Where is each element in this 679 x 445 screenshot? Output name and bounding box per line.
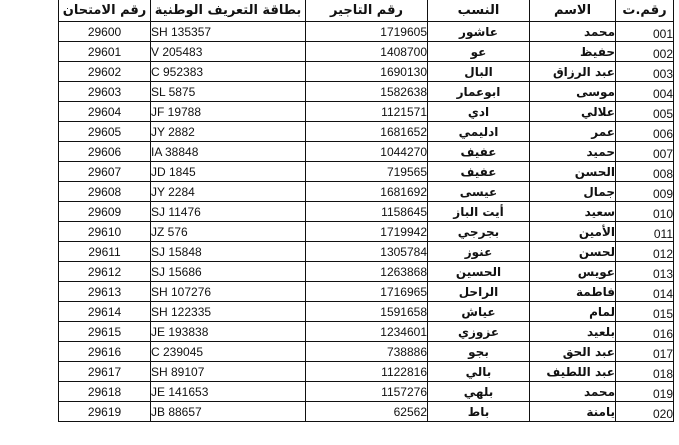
first-name-cell: عبد اللطيف bbox=[530, 362, 616, 382]
table-row bbox=[59, 302, 674, 322]
exam-number-cell: 29614 bbox=[59, 302, 151, 322]
trader-number-cell: 1157276 bbox=[306, 382, 428, 402]
family-name-cell: ادليمي bbox=[428, 122, 530, 142]
exam-number-cell: 29619 bbox=[59, 402, 151, 422]
order-number-cell: 007 bbox=[616, 142, 674, 162]
national-id-cell: SH 135357 bbox=[151, 22, 306, 42]
exam-number-cell: 29601 bbox=[59, 42, 151, 62]
trader-number-cell: 1044270 bbox=[306, 142, 428, 162]
trader-number-cell: 1305784 bbox=[306, 242, 428, 262]
first-name-cell: عبد الحق bbox=[530, 342, 616, 362]
trader-number-cell: 738886 bbox=[306, 342, 428, 362]
table-row bbox=[59, 322, 674, 342]
table-row bbox=[59, 402, 674, 422]
first-name-cell: محمد bbox=[530, 382, 616, 402]
exam-number-cell: 29611 bbox=[59, 242, 151, 262]
national-id-cell: SH 122335 bbox=[151, 302, 306, 322]
exam-number-cell: 29606 bbox=[59, 142, 151, 162]
order-number-cell: 003 bbox=[616, 62, 674, 82]
first-name-cell: علالي bbox=[530, 102, 616, 122]
family-name-cell: البال bbox=[428, 62, 530, 82]
national-id-cell: JD 1845 bbox=[151, 162, 306, 182]
trader-number-cell: 1719942 bbox=[306, 222, 428, 242]
national-id-cell: JE 193838 bbox=[151, 322, 306, 342]
order-number-cell: 014 bbox=[616, 282, 674, 302]
family-name-cell: ادي bbox=[428, 102, 530, 122]
exam-number-cell: 29609 bbox=[59, 202, 151, 222]
order-number-cell: 002 bbox=[616, 42, 674, 62]
order-number-cell: 006 bbox=[616, 122, 674, 142]
family-name-cell: عفيف bbox=[428, 142, 530, 162]
table-row bbox=[59, 182, 674, 202]
table-row bbox=[59, 142, 674, 162]
first-name-cell: حفيظ bbox=[530, 42, 616, 62]
trader-number-cell: 1263868 bbox=[306, 262, 428, 282]
trader-number-cell: 1719605 bbox=[306, 22, 428, 42]
order-number-cell: 018 bbox=[616, 362, 674, 382]
order-number-cell: 001 bbox=[616, 22, 674, 42]
exam-number-cell: 29607 bbox=[59, 162, 151, 182]
trader-number-cell: 1591658 bbox=[306, 302, 428, 322]
family-name-cell: عو bbox=[428, 42, 530, 62]
national-id-cell: SH 89107 bbox=[151, 362, 306, 382]
trader-number-cell: 1716965 bbox=[306, 282, 428, 302]
family-name-cell: ابوعمار bbox=[428, 82, 530, 102]
order-number-cell: 009 bbox=[616, 182, 674, 202]
table-row bbox=[59, 42, 674, 62]
exam-number-cell: 29616 bbox=[59, 342, 151, 362]
first-name-cell: سعيد bbox=[530, 202, 616, 222]
order-number-cell: 012 bbox=[616, 242, 674, 262]
first-name-cell: عبد الرزاق bbox=[530, 62, 616, 82]
exam-number-cell: 29617 bbox=[59, 362, 151, 382]
national-id-cell: JY 2284 bbox=[151, 182, 306, 202]
order-number-cell: 017 bbox=[616, 342, 674, 362]
exam-number-cell: 29618 bbox=[59, 382, 151, 402]
family-name-cell: عنوز bbox=[428, 242, 530, 262]
order-number-cell: 011 bbox=[616, 222, 674, 242]
first-name-cell: الحسن bbox=[530, 162, 616, 182]
family-name-cell: عزوزي bbox=[428, 322, 530, 342]
table-header bbox=[59, 0, 674, 22]
table-row bbox=[59, 102, 674, 122]
national-id-cell: IA 38848 bbox=[151, 142, 306, 162]
national-id-cell: V 205483 bbox=[151, 42, 306, 62]
family-name-cell: بجو bbox=[428, 342, 530, 362]
order-number-cell: 004 bbox=[616, 82, 674, 102]
exam-number-cell: 29612 bbox=[59, 262, 151, 282]
table-row bbox=[59, 122, 674, 142]
family-name-cell: بالي bbox=[428, 362, 530, 382]
national-id-cell: SJ 11476 bbox=[151, 202, 306, 222]
candidates-table bbox=[58, 0, 674, 422]
national-id-cell: SJ 15686 bbox=[151, 262, 306, 282]
order-number-cell: 019 bbox=[616, 382, 674, 402]
national-id-cell: JE 141653 bbox=[151, 382, 306, 402]
exam-number-cell: 29610 bbox=[59, 222, 151, 242]
national-id-cell: JB 88657 bbox=[151, 402, 306, 422]
family-name-cell: عيسى bbox=[428, 182, 530, 202]
first-name-cell: عويس bbox=[530, 262, 616, 282]
table-row bbox=[59, 382, 674, 402]
exam-number-cell: 29608 bbox=[59, 182, 151, 202]
family-name-cell: عفيف bbox=[428, 162, 530, 182]
table-row bbox=[59, 342, 674, 362]
trader-number-cell: 1408700 bbox=[306, 42, 428, 62]
national-id-cell: C 952383 bbox=[151, 62, 306, 82]
table-row bbox=[59, 362, 674, 382]
family-name-cell: أيت الباز bbox=[428, 202, 530, 222]
trader-number-cell: 1681652 bbox=[306, 122, 428, 142]
order-number-cell: 020 bbox=[616, 402, 674, 422]
trader-number-cell: 719565 bbox=[306, 162, 428, 182]
table-row bbox=[59, 162, 674, 182]
trader-number-cell: 1681692 bbox=[306, 182, 428, 202]
header-order: رقم.ت bbox=[616, 0, 674, 22]
table-row bbox=[59, 282, 674, 302]
national-id-cell: JF 19788 bbox=[151, 102, 306, 122]
first-name-cell: لمام bbox=[530, 302, 616, 322]
trader-number-cell: 62562 bbox=[306, 402, 428, 422]
trader-number-cell: 1234601 bbox=[306, 322, 428, 342]
table-row bbox=[59, 262, 674, 282]
order-number-cell: 016 bbox=[616, 322, 674, 342]
national-id-cell: JY 2882 bbox=[151, 122, 306, 142]
family-name-cell: عياش bbox=[428, 302, 530, 322]
family-name-cell: الحسين bbox=[428, 262, 530, 282]
first-name-cell: لحسن bbox=[530, 242, 616, 262]
family-name-cell: بجرجي bbox=[428, 222, 530, 242]
first-name-cell: موسى bbox=[530, 82, 616, 102]
trader-number-cell: 1158645 bbox=[306, 202, 428, 222]
family-name-cell: باط bbox=[428, 402, 530, 422]
trader-number-cell: 1122816 bbox=[306, 362, 428, 382]
table-row bbox=[59, 82, 674, 102]
national-id-cell: JZ 576 bbox=[151, 222, 306, 242]
header-row bbox=[59, 0, 674, 22]
order-number-cell: 010 bbox=[616, 202, 674, 222]
national-id-cell: C 239045 bbox=[151, 342, 306, 362]
table-row bbox=[59, 202, 674, 222]
header-family-name: النسب bbox=[428, 0, 530, 22]
header-trader-number: رقم التاجير bbox=[306, 0, 428, 22]
exam-number-cell: 29600 bbox=[59, 22, 151, 42]
first-name-cell: يامنة bbox=[530, 402, 616, 422]
national-id-cell: SH 107276 bbox=[151, 282, 306, 302]
first-name-cell: محمد bbox=[530, 22, 616, 42]
first-name-cell: الأمين bbox=[530, 222, 616, 242]
order-number-cell: 008 bbox=[616, 162, 674, 182]
trader-number-cell: 1690130 bbox=[306, 62, 428, 82]
order-number-cell: 015 bbox=[616, 302, 674, 322]
header-exam-number: رقم الامتحان bbox=[59, 0, 151, 22]
header-national-id: بطاقة التعريف الوطنية bbox=[151, 0, 306, 22]
trader-number-cell: 1121571 bbox=[306, 102, 428, 122]
family-name-cell: عاشور bbox=[428, 22, 530, 42]
exam-number-cell: 29604 bbox=[59, 102, 151, 122]
order-number-cell: 005 bbox=[616, 102, 674, 122]
trader-number-cell: 1582638 bbox=[306, 82, 428, 102]
order-number-cell: 013 bbox=[616, 262, 674, 282]
exam-number-cell: 29613 bbox=[59, 282, 151, 302]
header-first-name: الاسم bbox=[530, 0, 616, 22]
table-row bbox=[59, 242, 674, 262]
family-name-cell: الراحل bbox=[428, 282, 530, 302]
first-name-cell: بلعيد bbox=[530, 322, 616, 342]
national-id-cell: SL 5875 bbox=[151, 82, 306, 102]
table-body bbox=[59, 22, 674, 422]
exam-number-cell: 29605 bbox=[59, 122, 151, 142]
national-id-cell: SJ 15848 bbox=[151, 242, 306, 262]
family-name-cell: بلهي bbox=[428, 382, 530, 402]
first-name-cell: حميد bbox=[530, 142, 616, 162]
first-name-cell: فاطمة bbox=[530, 282, 616, 302]
table-row bbox=[59, 62, 674, 82]
exam-number-cell: 29602 bbox=[59, 62, 151, 82]
table-row bbox=[59, 22, 674, 42]
exam-number-cell: 29615 bbox=[59, 322, 151, 342]
exam-number-cell: 29603 bbox=[59, 82, 151, 102]
first-name-cell: عمر bbox=[530, 122, 616, 142]
first-name-cell: جمال bbox=[530, 182, 616, 202]
table-row bbox=[59, 222, 674, 242]
